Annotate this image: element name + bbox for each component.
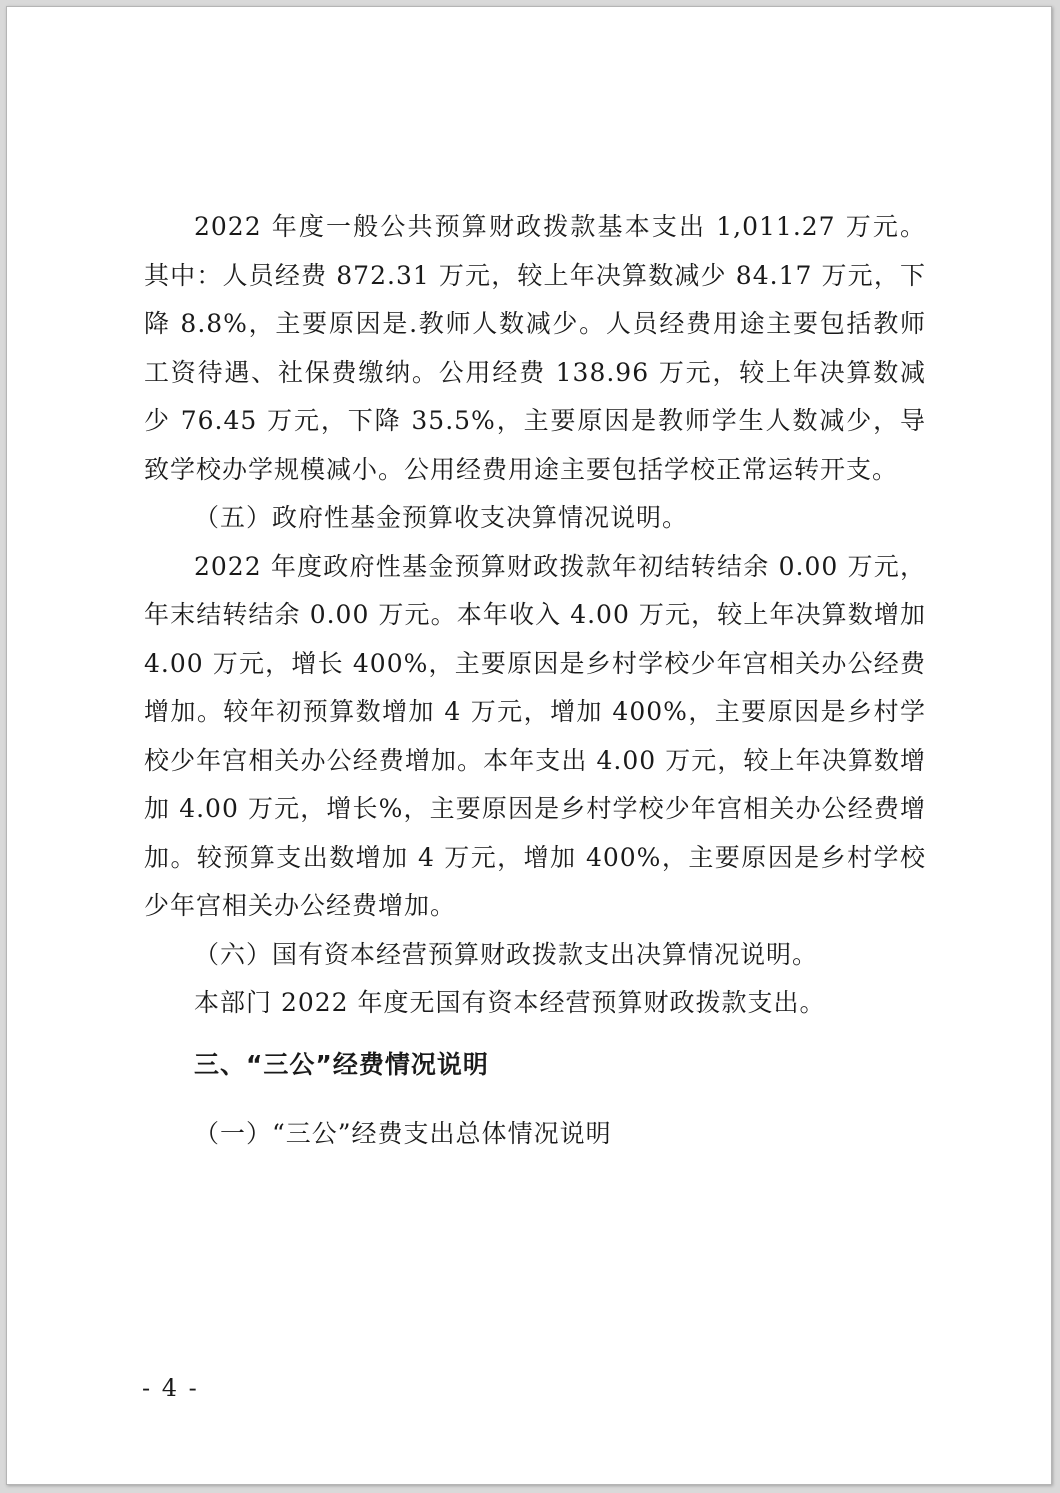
section-heading-three-public: 三、“三公”经费情况说明: [194, 1049, 489, 1079]
subheading-government-fund: （五）政府性基金预算收支决算情况说明。: [194, 503, 689, 532]
document-page: [6, 6, 1052, 1485]
paragraph-government-fund: 2022 年度政府性基金预算财政拨款年初结转结余 0.00 万元，年末结转结余 0.00 万元。本年收入 4.00 万元，较上年决算数增加 4.00 万元，增长 400%，主要原因是乡村学校少年宫相关办公经费增加。较年初预算数增加 4 万元，增加 400%，主要原因是乡村学校少年宫相关办公经费增加。本年支出 4.00 万元，较上年决算数增加 4.00 万元，增长%，主要原因是乡村学校少年宫相关办公经费增加。较预算支出数增加 4 万元，增加 400%，主要原因是乡村学校少年宫相关办公经费增加。: [144, 551, 926, 920]
page-content: [144, 203, 926, 1158]
subsection-heading-overall: （一）“三公”经费支出总体情况说明: [194, 1118, 612, 1148]
paragraph-basic-expenditure: 2022 年度一般公共预算财政拨款基本支出 1,011.27 万元。其中：人员经费 872.31 万元，较上年决算数减少 84.17 万元，下降 8.8%，主要原因是.教师人数减少。人员经费用途主要包括教师工资待遇、社保费缴纳。公用经费 138.96 万元，较上年决算数减少 76.45 万元，下降 35.5%，主要原因是教师学生人数减少，导致学校办学规模减小。公用经费用途主要包括学校正常运转开支。: [144, 212, 926, 484]
page-number: - 4 -: [142, 1374, 199, 1402]
subheading-state-capital: （六）国有资本经营预算财政拨款支出决算情况说明。: [194, 939, 819, 969]
paragraph-state-capital: 本部门 2022 年度无国有资本经营预算财政拨款支出。: [194, 988, 826, 1017]
